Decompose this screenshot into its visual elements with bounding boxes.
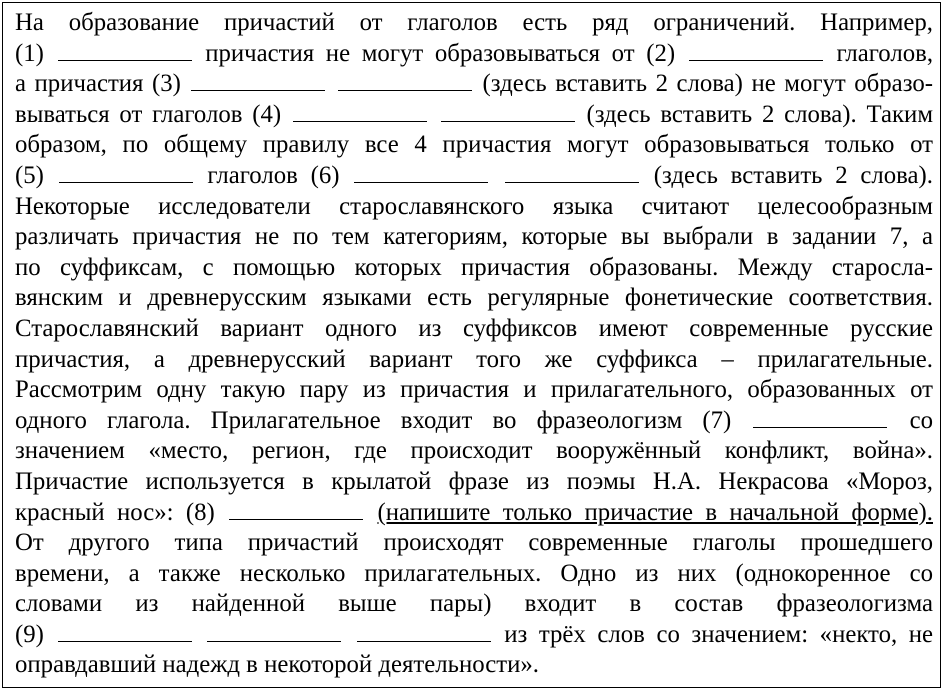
text-line bbox=[15, 467, 933, 498]
text-line bbox=[15, 253, 933, 284]
text-line bbox=[15, 345, 933, 376]
text-fragment: От другого типа причастий происходят современные глаголы прошедшего bbox=[15, 529, 933, 557]
text-fragment: Причастие используется в крылатой фразе из поэмы Н.А. Некрасова «Мороз, bbox=[15, 467, 933, 495]
text-fragment: образом, по общему правилу все 4 причастия могут образовываться только от bbox=[15, 131, 933, 159]
text-fragment: (здесь вставить 2 слова). bbox=[653, 161, 933, 189]
text-line bbox=[15, 559, 933, 590]
text-fragment: а причастия (3) bbox=[15, 70, 181, 98]
text-fragment: (9) bbox=[15, 620, 44, 648]
text-fragment: со bbox=[909, 406, 933, 434]
text-fragment: значением «место, регион, где происходит вооружённый конфликт, война». bbox=[15, 437, 933, 465]
text-fragment: На образование причастий от глаголов есть ряд ограничений. Например, bbox=[15, 9, 933, 36]
text-line bbox=[15, 620, 933, 651]
text-fragment: времени, а также несколько прилагательных. Одно из них (однокоренное со bbox=[15, 559, 933, 587]
answer-blank[interactable] bbox=[293, 120, 427, 122]
answer-blank[interactable] bbox=[59, 181, 193, 183]
answer-blank[interactable] bbox=[58, 59, 192, 61]
text-fragment: по суффиксам, с помощью которых причастия образованы. Между старосла- bbox=[15, 253, 933, 281]
text-fragment: из трёх слов со значением: «некто, не bbox=[504, 620, 933, 648]
text-line bbox=[15, 589, 933, 620]
text-line bbox=[15, 283, 933, 314]
text-fragment: Рассмотрим одну такую пару из причастия и прилагательного, образованных от bbox=[15, 376, 933, 404]
answer-blank[interactable] bbox=[357, 640, 491, 642]
text-line bbox=[15, 39, 933, 70]
text-fragment: одного глагола. Прилагательное входит во фразеологизм (7) bbox=[15, 406, 732, 434]
text-line bbox=[15, 192, 933, 223]
text-fragment: красный нос»: (8) bbox=[15, 498, 215, 526]
text-fragment: (5) bbox=[15, 161, 44, 189]
text-line bbox=[15, 436, 933, 467]
text-line bbox=[15, 498, 933, 529]
text-fragment: различать причастия не по тем категориям, которые вы выбрали в задании 7, а bbox=[15, 223, 933, 251]
text-fragment: (здесь вставить 2 слова). Таким bbox=[586, 100, 933, 128]
text-fragment: вянским и древнерусским языками есть регулярные фонетические соответствия. bbox=[15, 284, 933, 312]
answer-blank[interactable] bbox=[505, 181, 639, 183]
answer-blank[interactable] bbox=[229, 518, 363, 520]
text-line bbox=[15, 69, 933, 100]
task-text-frame bbox=[2, 2, 941, 688]
text-line bbox=[15, 8, 933, 39]
text-line bbox=[15, 528, 933, 559]
text-line bbox=[15, 375, 933, 406]
text-fragment: причастия, а древнерусский вариант того же суффикса – прилагательные. bbox=[15, 345, 933, 373]
answer-blank[interactable] bbox=[441, 120, 575, 122]
text-fragment: Некоторые исследователи старославянского языка считают целесообразным bbox=[15, 192, 933, 220]
text-line bbox=[15, 161, 933, 192]
answer-blank[interactable] bbox=[753, 426, 887, 428]
answer-blank[interactable] bbox=[689, 59, 823, 61]
answer-blank[interactable] bbox=[58, 640, 192, 642]
answer-blank[interactable] bbox=[338, 89, 472, 91]
answer-blank[interactable] bbox=[191, 89, 325, 91]
text-fragment: Старославянский вариант одного из суффиксов имеют современные русские bbox=[15, 314, 933, 342]
answer-blank[interactable] bbox=[354, 181, 488, 183]
text-fragment: глаголов (6) bbox=[207, 161, 340, 189]
text-fragment: словами из найденной выше пары) входит в состав фразеологизма bbox=[15, 590, 933, 618]
text-line bbox=[15, 650, 933, 681]
text-fragment: оправдавший надежд в некоторой деятельности». bbox=[15, 651, 539, 679]
text-line bbox=[15, 130, 933, 161]
answer-blank[interactable] bbox=[207, 640, 341, 642]
text-fragment: (1) bbox=[15, 39, 44, 67]
text-line bbox=[15, 100, 933, 131]
text-line bbox=[15, 314, 933, 345]
text-line bbox=[15, 406, 933, 437]
task-text bbox=[15, 8, 933, 681]
text-fragment: глаголов, bbox=[836, 39, 933, 67]
text-fragment: вываться от глаголов (4) bbox=[15, 100, 282, 128]
text-fragment: (здесь вставить 2 слова) не могут образо- bbox=[482, 70, 933, 98]
text-fragment: причастия не могут образовываться от (2) bbox=[205, 39, 676, 67]
text-fragment: (напишите только причастие в начальной форме). bbox=[377, 498, 933, 526]
text-line bbox=[15, 222, 933, 253]
